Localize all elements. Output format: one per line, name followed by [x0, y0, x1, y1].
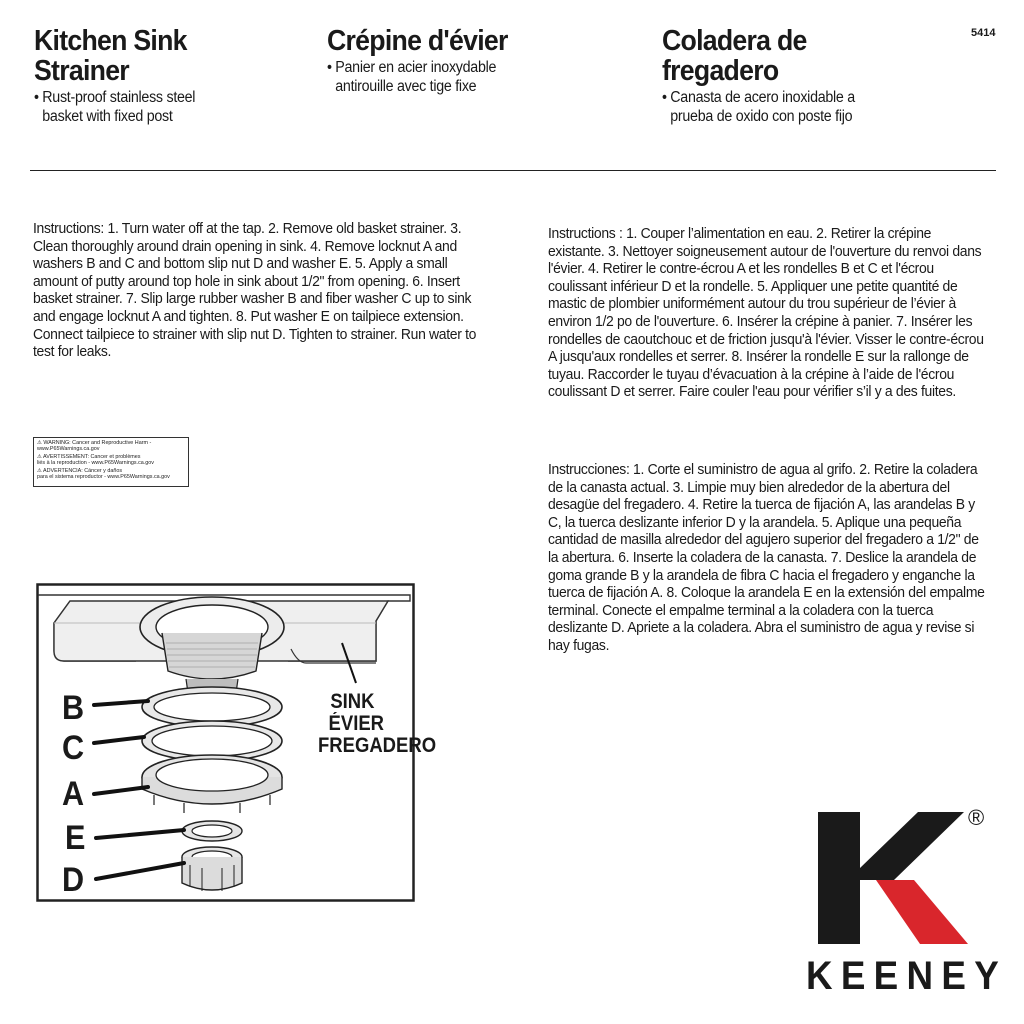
registered-mark: ® [968, 805, 985, 830]
spanish-bullet-line2: prueba de oxido con poste fijo [670, 108, 853, 125]
spanish-title-line1: Coladera de [662, 25, 807, 57]
french-instructions-block [548, 225, 1024, 401]
english-title-line1: Kitchen Sink [34, 25, 187, 57]
spanish-instructions: Instrucciones: 1. Corte el suministro de agua al grifo. 2. Retire la coladera de la canasta actual. 3. Limpie muy bien alrededor de la abertura del desagüe del fregadero. 4. Retire la tuerca de fijación A, las arandelas B y C, la tuerca deslizante inferior D y la arandela. 5. Aplique una pequeña cantidad de masilla alrededor del agujero superior del fregadero a 1/2" de la abertura. 6. Inserte la coladera de la canasta. 7. Deslice la arandela de goma grande B y la arandela de fibra C hacia el fregadero y enganche la tuerca de fijación A. 8. Coloque la arandela E en la extensión del empalme terminal. Conecte el empalme terminal a la coladera con la tuerca deslizante D. Apriete a la coladera. Abra el suministro de agua y revise si hay fugas. [548, 461, 985, 654]
part-label-d: D [62, 861, 85, 899]
part-label-e: E [65, 819, 86, 857]
sku-number: 5414 [971, 27, 996, 39]
english-instructions: Instructions: 1. Turn water off at the tap. 2. Remove old basket strainer. 3. Clean thoroughly around drain opening in sink. 4. Remove locknut A and washers B and C and bottom slip nut D and washer E. 5. Apply a small amount of putty around top hole in sink about 1/2" from opening. 6. Insert basket strainer. 7. Slip large rubber washer B and fiber washer C up to sink and engage locknut A and tighten. 8. Put washer E on tailpiece extension. Connect tailpiece to strainer with slip nut D. Tighten to strainer. Run water to test for leaks. [33, 220, 477, 361]
english-header [34, 26, 209, 126]
english-bullet-line1: Rust-proof stainless steel [42, 89, 196, 106]
warning-line: liés à la reproduction - www.P65Warnings.ca.gov [37, 460, 154, 467]
part-label-c: C [62, 729, 85, 767]
spanish-title-line2: fregadero [662, 55, 779, 87]
french-instructions: Instructions : 1. Couper l’alimentation en eau. 2. Retirer la crépine existante. 3. Nettoyer soigneusement autour de l'ouverture du renvoi dans l'évier. 4. Retirer le contre-écrou A et les rondelles B et C et l'écrou coulissant inférieur D et la rondelle. 5. Appliquer une petite quantité de mastic de plombier uniformément autour du trou supérieur de l’évier à environ 1/2 po de l'ouverture. 6. Insérer la crépine à panier. 7. Insérer les rondelles de caoutchouc et de friction jusqu'à l'évier. Visser le contre-écrou A jusqu'aux rondelles et serrer. 8. Insérer la rondelle E sur la rallonge de tuyau. Raccorder le tuyau d’évacuation à la crépine à l’aide de l'écrou coulissant D et serrer. Faire couler l'eau pour vérifier s’il y a des fuites. [548, 225, 984, 401]
warning-line: ⚠ ADVERTENCIA: Cáncer y daños [37, 467, 123, 474]
warning-line: para el sistema reproductor - www.P65Warnings.ca.gov [37, 474, 170, 481]
warning-line: ⚠ WARNING: Cancer and Reproductive Harm - [37, 440, 152, 446]
bullet-icon: • [327, 59, 332, 76]
french-bullet [327, 58, 508, 96]
bullet-icon: • [34, 89, 39, 106]
french-header [327, 26, 523, 96]
english-instructions-block [33, 220, 521, 361]
parts-diagram [36, 583, 437, 903]
header-divider [30, 170, 996, 171]
keeney-k-mark [806, 808, 976, 948]
english-bullet [34, 88, 195, 126]
spanish-instructions-block [548, 461, 1024, 655]
french-bullet-line1: Panier en acier inoxydable [335, 59, 497, 76]
warning-line: ⚠ AVERTISSEMENT: Cancer et problèmes [37, 453, 141, 460]
sink-label [318, 691, 452, 757]
english-title-line2: Strainer [34, 55, 129, 87]
spanish-header [662, 26, 872, 126]
sink-label-es: FREGADERO [318, 734, 437, 757]
french-bullet-line2: antirouille avec tige fixe [335, 78, 477, 95]
brand-name: KEENEY [806, 954, 1008, 998]
bullet-icon: • [662, 89, 667, 106]
part-label-a: A [62, 775, 85, 813]
english-bullet-line2: basket with fixed post [42, 108, 173, 125]
warning-line: www.P65Warnings.ca.gov [37, 446, 100, 453]
spanish-bullet [662, 88, 855, 126]
french-title-line1: Crépine d'évier [327, 25, 508, 57]
prop65-warning-box [33, 437, 189, 487]
part-label-b: B [62, 689, 85, 727]
sink-label-en: SINK [330, 690, 375, 713]
sink-label-fr: ÉVIER [328, 712, 385, 735]
spanish-bullet-line1: Canasta de acero inoxidable a [670, 89, 855, 106]
